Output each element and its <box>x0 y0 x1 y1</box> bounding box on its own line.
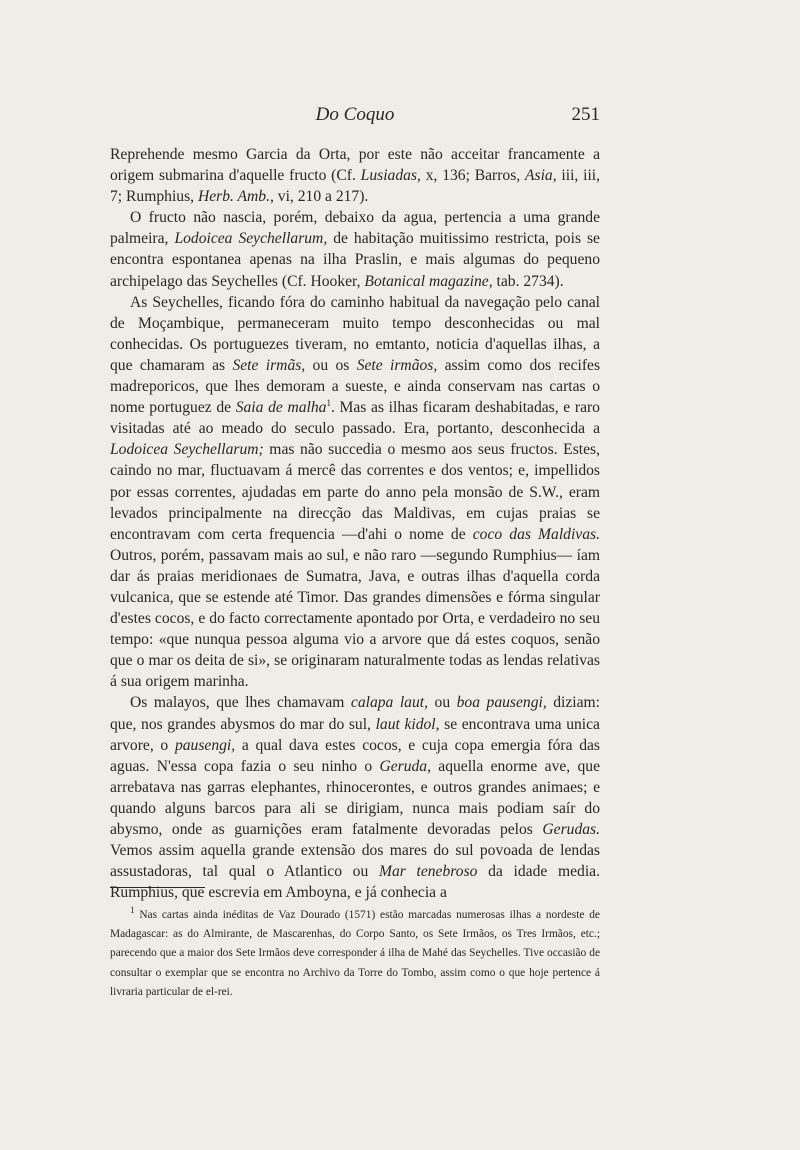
text-run: O fructo não nascia, porém, debaixo da agua, pertencia a uma grande palmeira, <box>110 209 600 248</box>
text-run: vi, 210 a 217). <box>273 188 369 206</box>
page-header <box>110 104 600 132</box>
footnote-rule <box>110 887 205 888</box>
italic-run: Botanical magazine, <box>364 272 493 290</box>
running-title: Do Coquo <box>315 104 395 125</box>
italic-run: Geruda, <box>379 757 431 775</box>
italic-run: laut kidol, <box>375 715 440 733</box>
text-run: assim como dos recifes madreporicos, que lhes demoram a sueste, e ainda conservam nas cartas o nome portuguez de <box>110 356 601 417</box>
text-run: aquella enorme ave, que arrebatava nas garras elephantes, rhinocerontes, e outros grandes animaes; e quando alguns barcos para ali se dirigiam, nunca mais podiam saír do abysmo, onde as guarnições eram fatalmente devoradas pelos <box>110 757 600 838</box>
italic-run: calapa laut, <box>350 694 429 712</box>
footnote-text: Nas cartas ainda inéditas de Vaz Dourado (1571) estão marcadas numerosas ilhas a nordeste de Madagascar: as do Almirante, de Mascarenhas, do Corpo Santo, os Sete Irmãos, os Tres Irmãos, etc.; parecendo que a maior dos Sete Irmãos deve corresponder á ilha de Mahé das Seychelles. Tive occasião de consultar o exemplar que se encontra no Archivo da Torre do Tombo, assim como o que hoje pertence á livraria particular de el-rei. <box>110 909 600 998</box>
text-run: Os malayos, que lhes chamavam <box>130 694 351 712</box>
text-run: Outros, porém, passavam mais ao sul, e não raro —segundo Rumphius— íam dar ás praias meridionaes de Sumatra, Java, e outras ilhas d'aquella corda vulcanica, que se estende até Timor. Das grandes dimensões e fórma singular d'estes cocos, e do facto correctamente apontado por Orta, e verdadeiro no seu tempo: «que nunqua pessoa alguma vio a arvore que dá estes coquos, senão que o mar os deita de si», se originaram naturalmente todas as lendas relativas á sua origem marinha. <box>110 546 600 691</box>
italic-run: coco das Maldivas. <box>472 525 600 543</box>
text-run: x, 136; Barros, <box>420 167 525 185</box>
text-run: tab. 2734). <box>492 272 564 290</box>
text-run: ou <box>428 694 457 712</box>
text-run: As Seychelles, ficando fóra do caminho habitual da navegação pelo canal de Moçambique, permaneceram muito tempo desconhecidas ou mal conhecidas. Os portuguezes tiveram, no emtanto, noticia d'aquellas ilhas, a que chamaram as <box>110 293 600 374</box>
text-run: Vemos assim aquella grande extensão dos mares do sul povoada de lendas assustadoras, tal qual o Atlantico ou <box>110 842 600 881</box>
italic-run: Sete irmãs, <box>232 356 306 374</box>
italic-run: Mar tenebroso <box>378 863 478 881</box>
body-text <box>110 144 600 903</box>
paragraph <box>110 292 600 693</box>
footnote-reference: 1 <box>326 397 331 408</box>
italic-run: boa pausengi, <box>456 694 547 712</box>
italic-run: Lodoicea Seychellarum; <box>110 441 264 459</box>
paragraph <box>110 207 600 291</box>
text-run: diziam: que, nos grandes abysmos do mar do sul, <box>110 694 601 733</box>
page-number: 251 <box>571 104 600 125</box>
text-run: ou os <box>305 356 357 374</box>
text-run: . Mas as ilhas ficaram deshabitadas, e raro visitadas até ao meado do seculo passado. Era, portanto, desconhecida a <box>110 399 600 438</box>
italic-run: Gerudas. <box>542 821 600 838</box>
text-run: se encontrava uma unica arvore, o <box>110 715 600 754</box>
text-run: a qual dava estes cocos, e cuja copa emergia fóra das aguas. N'essa copa fazia o seu ninho o <box>110 736 600 775</box>
italic-run: Sete irmãos, <box>356 356 438 374</box>
text-run: de habitação muitissimo restricta, pois se encontra espontanea apenas na ilha Praslin, e mais algumas do pequeno archipelago das Seychelles (Cf. Hooker, <box>110 230 600 290</box>
italic-run: pausengi, <box>174 736 236 754</box>
text-run: iii, iii, 7; Rumphius, <box>110 167 601 206</box>
text-run: da idade media. Rumphius, que escrevia em Amboyna, e já conhecia a <box>110 863 600 902</box>
text-run: mas não succedia o mesmo aos seus fructos. Estes, caindo no mar, fluctuavam á mercê das correntes e dos ventos; e, impellidos por essas correntes, ajudadas em parte do anno pela monsão de S.W., eram levados principalmente na direcção das Maldivas, em cujas praias se encontravam com certa frequencia —d'ahi o nome de <box>110 441 600 543</box>
text-run: Reprehende mesmo Garcia da Orta, por este não acceitar francamente a origem submarina d'aquelle fructo (Cf. <box>110 146 600 185</box>
italic-run: Asia, <box>525 167 557 185</box>
paragraph <box>110 144 600 207</box>
italic-run: Lusiadas, <box>360 167 421 185</box>
italic-run: Saia de malha <box>235 399 327 417</box>
footnote-marker: 1 <box>130 905 135 916</box>
paragraph <box>110 692 600 903</box>
italic-run: Herb. Amb., <box>197 188 274 206</box>
footnote <box>110 906 600 1002</box>
italic-run: Lodoicea Seychellarum, <box>174 230 328 248</box>
